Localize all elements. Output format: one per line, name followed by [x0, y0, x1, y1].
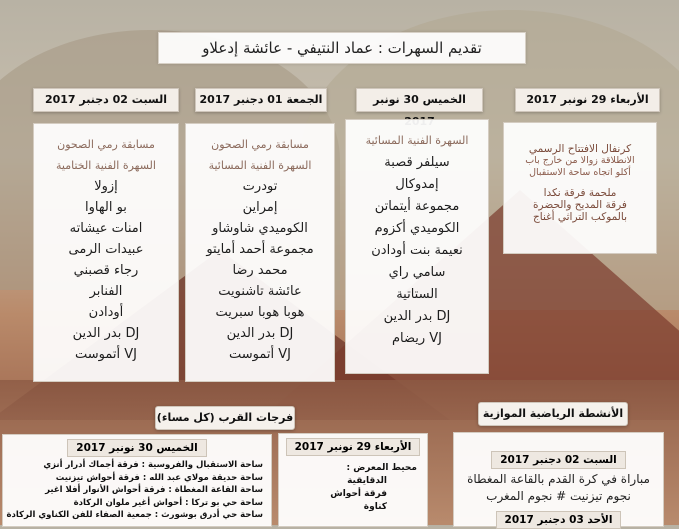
- list-item: DJ بدر الدين: [383, 309, 451, 324]
- sport-description: مباراة في كرة القدم بالقاعة المغطاة: [467, 472, 650, 486]
- list-item: ساحة الاستقبال والفروسية : فرقة أجماك أدرار أنزي: [43, 460, 263, 470]
- page-title: تقديم السهرات : عماد النتيفي - عائشة إدعلاو: [158, 32, 526, 64]
- list-item: إمراين: [242, 200, 278, 215]
- list-item: كرنفال الافتتاح الرسمي: [528, 143, 632, 155]
- list-item: الكوميدي شاوشاو: [212, 221, 308, 236]
- list-item: الستاتية: [396, 287, 438, 302]
- list-item: الفنابر: [89, 284, 123, 299]
- list-item: ساحة حديقة مولاي عبد الله : فرقة أحواش تيزنيت: [55, 472, 263, 483]
- list-item: السهرة الفنية المسائية: [208, 159, 312, 172]
- list-item: تودرت: [242, 179, 278, 194]
- date-header-thursday: الخميس 30 نونبر: [356, 88, 483, 112]
- list-item: هوبا هوبا سبريت: [215, 305, 305, 320]
- list-item: إزولا: [94, 179, 118, 194]
- program-column-thursday: [345, 119, 489, 374]
- evenings-thursday-panel: [2, 434, 272, 527]
- list-item: محيط المعرض :: [346, 463, 417, 473]
- list-item: مجموعة أيتماتن: [374, 199, 460, 214]
- list-item: DJ بدر الدين: [72, 326, 140, 341]
- list-item: سيلفر قصبة: [384, 155, 450, 170]
- list-item: مسابقة رمي الصحون: [57, 138, 155, 151]
- date-header-wednesday: الأربعاء 29 نونبر 2017: [515, 88, 660, 112]
- date-header: السبت 02 دجنبر 2017: [491, 451, 626, 469]
- list-item: نعيمة بنت أودادن: [371, 243, 463, 258]
- list-item: بالموكب التراثي أغناج: [532, 211, 628, 223]
- list-item: امنات عيشاته: [69, 221, 143, 236]
- date-header: الخميس 30 نونبر 2017: [67, 439, 206, 457]
- list-item: السهرة الفنية الختامية: [56, 159, 156, 172]
- program-column-wednesday: [503, 122, 657, 254]
- list-item: VJ أتموست: [229, 347, 291, 362]
- list-item: الدقايقية: [347, 476, 387, 486]
- sport-panel: [453, 432, 664, 527]
- date-header: الأحد 03 دجنبر 2017: [496, 511, 622, 529]
- list-item: مجموعة أحمد أمايتو: [206, 242, 314, 257]
- list-item: ساحة القاعة المغطاة : فرقة أحواش الأنوار أفلا اغير: [45, 485, 263, 495]
- list-item: بو الهاوا: [85, 200, 127, 215]
- evenings-wednesday-panel: [278, 433, 428, 527]
- sports-label: الأنشطة الرياضية الموازية: [478, 402, 628, 426]
- list-item: أودادن: [88, 305, 124, 320]
- date-header-saturday: السبت 02 دجنبر 2017: [33, 88, 179, 112]
- list-item: فرقة أحواش: [330, 489, 387, 499]
- list-item: ملحمة فرقة نكدا: [543, 187, 617, 199]
- program-column-saturday: [33, 123, 179, 382]
- list-item: إمدوكال: [395, 177, 439, 192]
- list-item: الانطلاقة زوالا من خارج باب: [525, 155, 635, 166]
- list-item: مسابقة رمي الصحون: [211, 138, 309, 151]
- list-item: محمد رضا: [232, 263, 288, 278]
- evenings-label: فرجات القرب (كل مساء): [155, 406, 295, 430]
- program-column-friday: [185, 123, 335, 382]
- list-item: أكلو اتجاه ساحة الاستقبال: [529, 167, 631, 178]
- date-header-friday: الجمعة 01 دجنبر 2017: [195, 88, 327, 112]
- list-item: سامي راي: [388, 265, 446, 280]
- list-item: رجاء قصبني: [73, 263, 139, 278]
- list-item: DJ بدر الدين: [226, 326, 294, 341]
- list-item: ساحة حي أدرق بوشورث : جمعية الصفاء للفن الكناوي الركادة: [6, 510, 263, 520]
- list-item: فرقة المديح والحضرة: [533, 199, 627, 211]
- list-item: السهرة الفنية المسائية: [365, 134, 469, 147]
- list-item: VJ أتموست: [75, 347, 137, 362]
- list-item: كناوة: [363, 502, 387, 512]
- list-item: عبيدات الرمى: [68, 242, 144, 257]
- list-item: VJ ريضام: [391, 331, 443, 346]
- sport-teams: نجوم تيزنيت # نجوم المغرب: [486, 489, 631, 503]
- list-item: عائشة تاشنويت: [218, 284, 302, 299]
- list-item: الكوميدي أكزوم: [374, 221, 460, 236]
- list-item: ساحة حي بو تركا : أحواش أغير ملوان الركادة: [73, 497, 263, 508]
- date-header: الأربعاء 29 نونبر 2017: [286, 438, 421, 456]
